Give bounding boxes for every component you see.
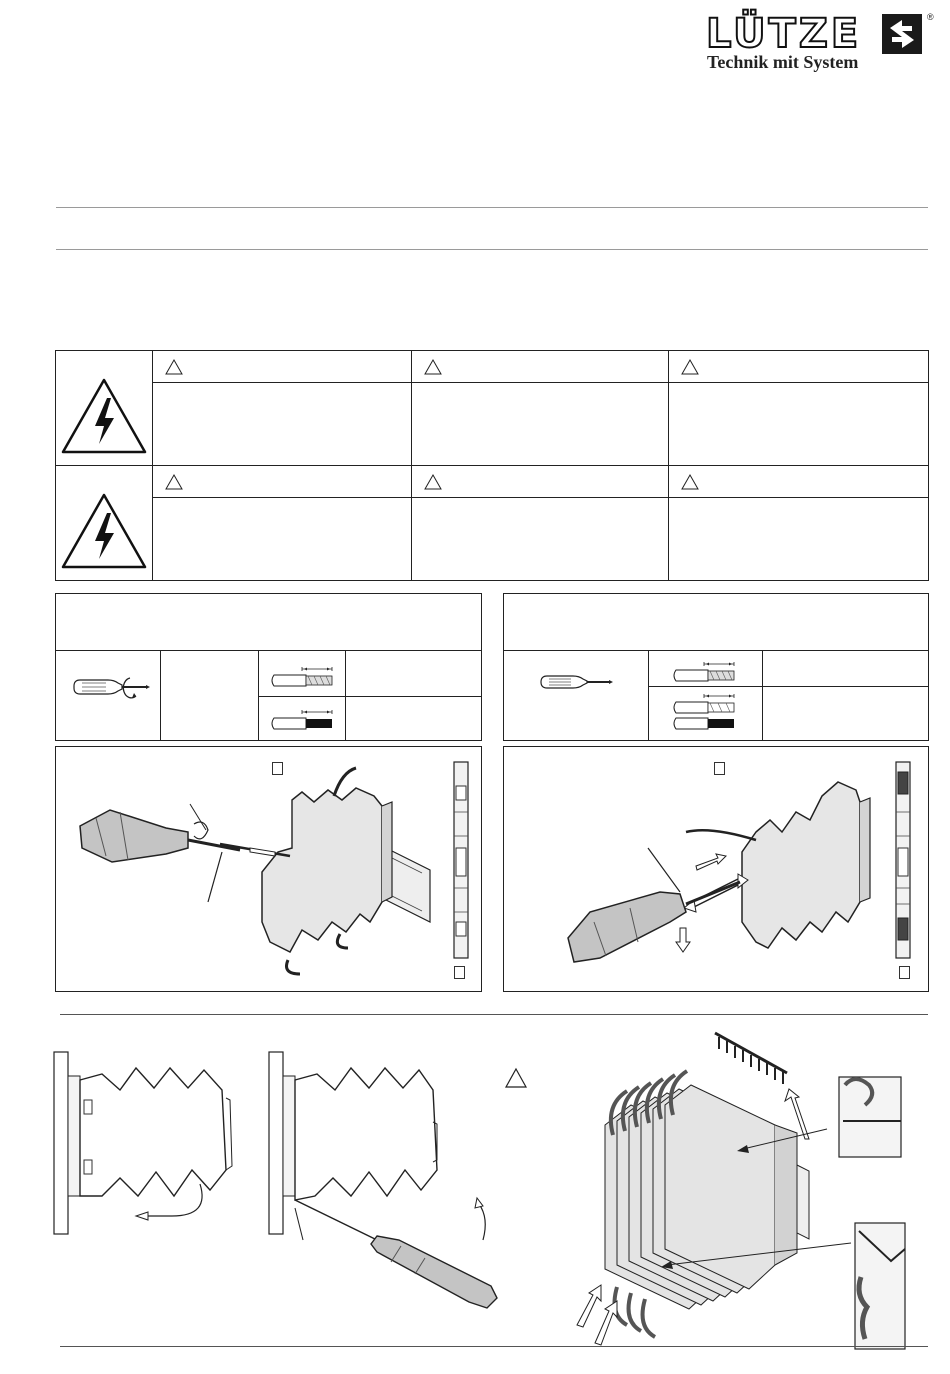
caution-triangle-icon xyxy=(505,1068,527,1088)
header-rule-bottom xyxy=(56,249,928,250)
caution-triangle-icon xyxy=(165,474,183,490)
high-voltage-warning-icon xyxy=(59,491,149,571)
module-release-illustration xyxy=(265,1040,515,1330)
logo-wordmark: LÜTZE xyxy=(706,11,862,57)
registered-mark: ® xyxy=(927,12,934,22)
screwdriver-rotate-icon xyxy=(70,672,160,702)
wire-ferrule-icon xyxy=(672,692,742,736)
high-voltage-warning-icon xyxy=(59,376,149,456)
logo-tagline: Technik mit System xyxy=(707,52,859,72)
caution-triangle-icon xyxy=(424,359,442,375)
stripped-wire-icon xyxy=(672,660,742,684)
module-removal-illustration xyxy=(50,1040,250,1240)
header-rule-top xyxy=(56,207,928,208)
footer-rule xyxy=(60,1346,928,1347)
caution-triangle-icon xyxy=(681,359,699,375)
caution-triangle-icon xyxy=(424,474,442,490)
section-rule xyxy=(60,1014,928,1015)
wire-ferrule-icon xyxy=(270,708,340,732)
connection-table-left xyxy=(55,593,482,741)
bridge-assembly-illustration xyxy=(565,1025,945,1355)
caution-triangle-icon xyxy=(681,474,699,490)
screw-connection-illustration xyxy=(70,752,470,982)
screwdriver-icon xyxy=(537,672,617,692)
pushin-connection-illustration xyxy=(520,752,920,982)
stripped-wire-icon xyxy=(270,665,340,689)
lutze-logo-icon xyxy=(882,14,922,54)
logo xyxy=(700,10,940,74)
caution-triangle-icon xyxy=(165,359,183,375)
